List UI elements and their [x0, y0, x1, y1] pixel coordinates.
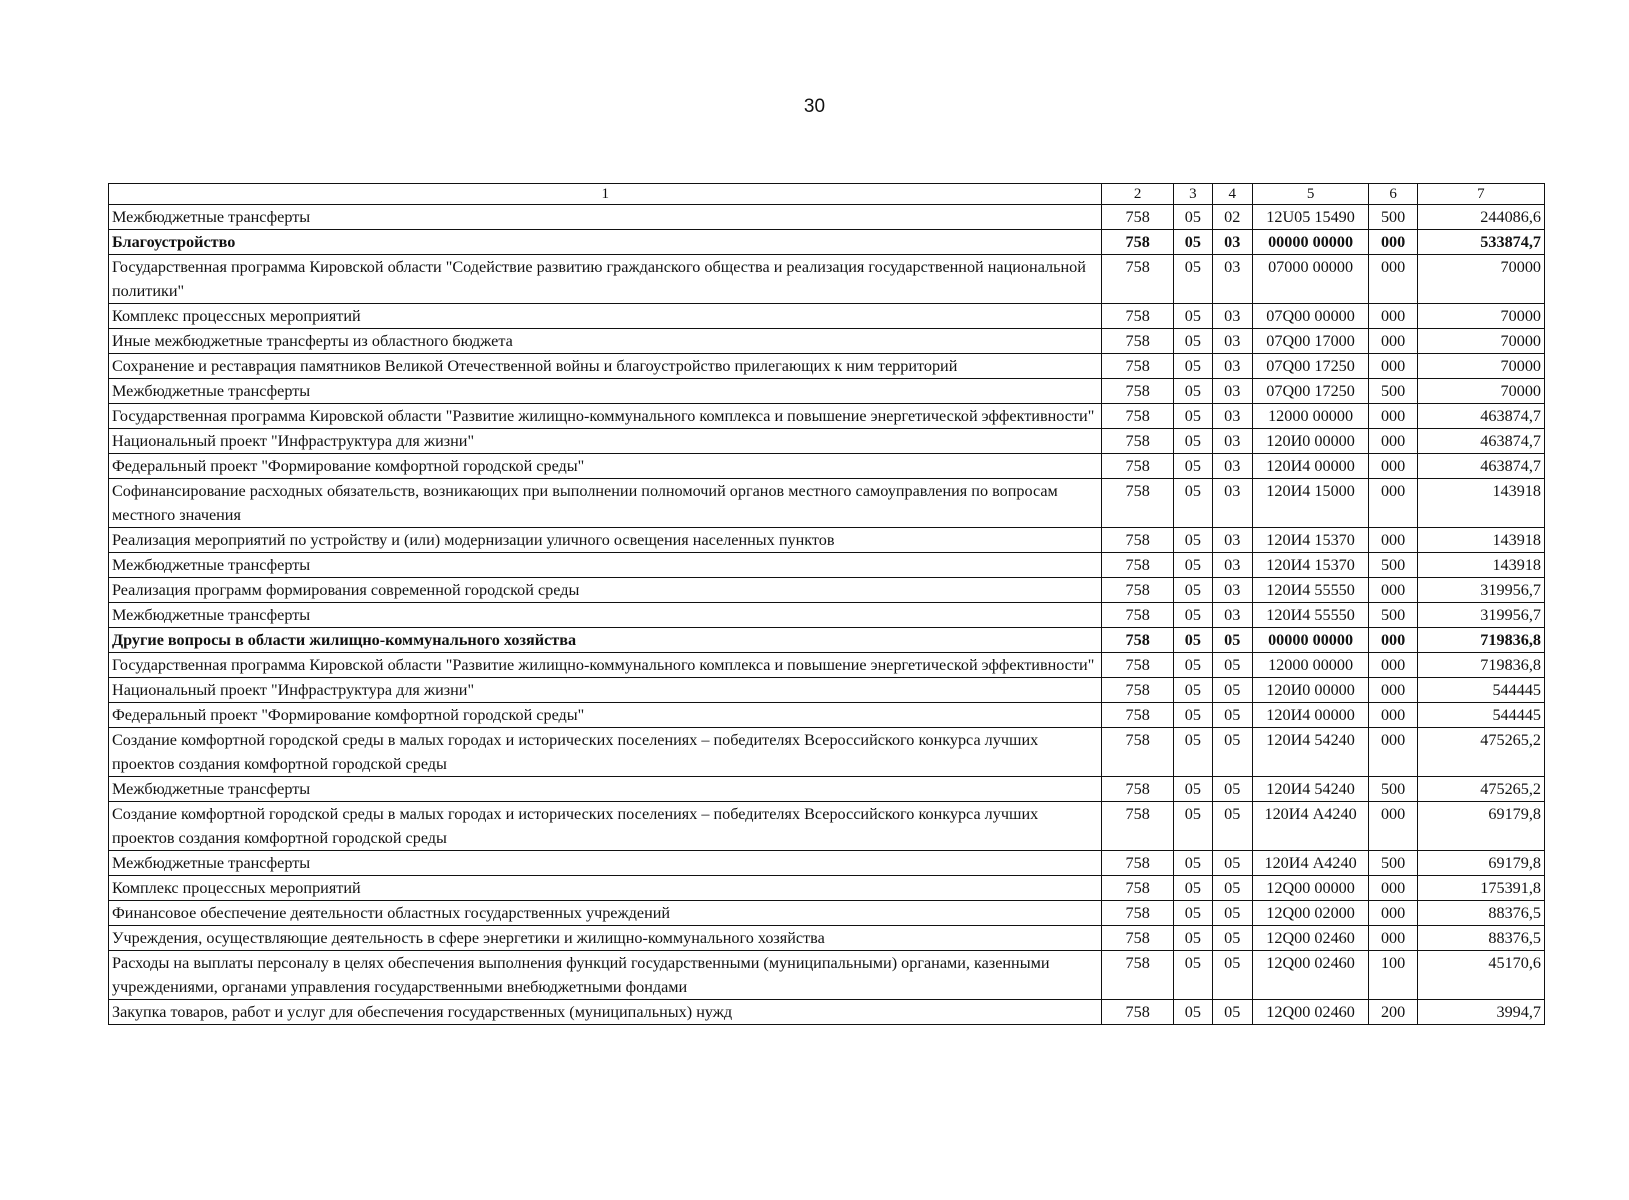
row-expense-type: 500 — [1369, 205, 1417, 230]
row-name: Межбюджетные трансферты — [109, 379, 1102, 404]
row-amount: 3994,7 — [1417, 1000, 1544, 1025]
row-amount: 719836,8 — [1417, 628, 1544, 653]
row-expense-type: 000 — [1369, 454, 1417, 479]
row-section-code: 758 — [1102, 329, 1173, 354]
row-section-code: 758 — [1102, 578, 1173, 603]
row-section-code: 758 — [1102, 876, 1173, 901]
table-row — [109, 777, 1545, 802]
table-row — [109, 553, 1545, 578]
row-section-code: 758 — [1102, 951, 1173, 1000]
row-chapter-code: 05 — [1173, 802, 1212, 851]
row-expense-type: 000 — [1369, 404, 1417, 429]
row-subsection-code: 03 — [1212, 553, 1252, 578]
row-amount: 70000 — [1417, 304, 1544, 329]
row-subsection-code: 05 — [1212, 678, 1252, 703]
row-subsection-code: 03 — [1212, 429, 1252, 454]
row-expense-type: 000 — [1369, 678, 1417, 703]
row-section-code: 758 — [1102, 379, 1173, 404]
row-subsection-code: 05 — [1212, 901, 1252, 926]
row-target-article: 12U05 15490 — [1252, 205, 1369, 230]
row-expense-type: 000 — [1369, 876, 1417, 901]
table-row — [109, 329, 1545, 354]
row-section-code: 758 — [1102, 479, 1173, 528]
row-name: Комплекс процессных мероприятий — [109, 876, 1102, 901]
row-name: Федеральный проект "Формирование комфортной городской среды" — [109, 454, 1102, 479]
row-name: Расходы на выплаты персоналу в целях обеспечения выполнения функций государственными (муниципальными) органами, казенными учреждениями, органами управления государственными внебюджетными фондами — [109, 951, 1102, 1000]
row-name: Финансовое обеспечение деятельности областных государственных учреждений — [109, 901, 1102, 926]
row-amount: 544445 — [1417, 703, 1544, 728]
row-chapter-code: 05 — [1173, 354, 1212, 379]
row-name: Создание комфортной городской среды в малых городах и исторических поселениях – победителях Всероссийского конкурса лучших проектов создания комфортной городской среды — [109, 728, 1102, 777]
header-cell-2: 2 — [1102, 184, 1173, 205]
row-target-article: 07Q00 17250 — [1252, 379, 1369, 404]
row-expense-type: 500 — [1369, 851, 1417, 876]
row-name: Сохранение и реставрация памятников Великой Отечественной войны и благоустройство прилегающих к ним территорий — [109, 354, 1102, 379]
table-row — [109, 404, 1545, 429]
row-section-code: 758 — [1102, 653, 1173, 678]
row-subsection-code: 05 — [1212, 1000, 1252, 1025]
row-subsection-code: 03 — [1212, 329, 1252, 354]
row-subsection-code: 05 — [1212, 851, 1252, 876]
row-expense-type: 000 — [1369, 528, 1417, 553]
row-section-code: 758 — [1102, 354, 1173, 379]
table-row — [109, 304, 1545, 329]
row-name: Государственная программа Кировской области "Развитие жилищно-коммунального комплекса и повышение энергетической эффективности" — [109, 404, 1102, 429]
row-subsection-code: 03 — [1212, 255, 1252, 304]
row-subsection-code: 03 — [1212, 528, 1252, 553]
table-row — [109, 901, 1545, 926]
header-cell-5: 5 — [1252, 184, 1369, 205]
row-expense-type: 000 — [1369, 429, 1417, 454]
row-subsection-code: 05 — [1212, 876, 1252, 901]
row-target-article: 12000 00000 — [1252, 404, 1369, 429]
table-row — [109, 354, 1545, 379]
row-chapter-code: 05 — [1173, 528, 1212, 553]
row-chapter-code: 05 — [1173, 951, 1212, 1000]
page-number: 30 — [803, 96, 826, 117]
row-name: Другие вопросы в области жилищно-коммунального хозяйства — [109, 628, 1102, 653]
row-name: Федеральный проект "Формирование комфортной городской среды" — [109, 703, 1102, 728]
row-amount: 70000 — [1417, 255, 1544, 304]
row-expense-type: 000 — [1369, 304, 1417, 329]
row-name: Создание комфортной городской среды в малых городах и исторических поселениях – победителях Всероссийского конкурса лучших проектов создания комфортной городской среды — [109, 802, 1102, 851]
row-target-article: 07000 00000 — [1252, 255, 1369, 304]
row-target-article: 12Q00 02460 — [1252, 951, 1369, 1000]
row-section-code: 758 — [1102, 603, 1173, 628]
row-name: Национальный проект "Инфраструктура для жизни" — [109, 429, 1102, 454]
row-name: Софинансирование расходных обязательств, возникающих при выполнении полномочий органов местного самоуправления по вопросам местного значения — [109, 479, 1102, 528]
row-chapter-code: 05 — [1173, 454, 1212, 479]
row-amount: 45170,6 — [1417, 951, 1544, 1000]
row-section-code: 758 — [1102, 703, 1173, 728]
row-name: Учреждения, осуществляющие деятельность в сфере энергетики и жилищно-коммунального хозяйства — [109, 926, 1102, 951]
row-target-article: 120И4 А4240 — [1252, 802, 1369, 851]
row-target-article: 120И4 00000 — [1252, 454, 1369, 479]
row-target-article: 120И4 54240 — [1252, 728, 1369, 777]
row-amount: 175391,8 — [1417, 876, 1544, 901]
row-expense-type: 000 — [1369, 628, 1417, 653]
row-amount: 319956,7 — [1417, 603, 1544, 628]
header-row — [109, 184, 1545, 205]
row-target-article: 120И0 00000 — [1252, 678, 1369, 703]
row-chapter-code: 05 — [1173, 553, 1212, 578]
row-chapter-code: 05 — [1173, 578, 1212, 603]
row-subsection-code: 02 — [1212, 205, 1252, 230]
row-name: Комплекс процессных мероприятий — [109, 304, 1102, 329]
row-amount: 143918 — [1417, 528, 1544, 553]
row-chapter-code: 05 — [1173, 851, 1212, 876]
row-target-article: 120И4 15000 — [1252, 479, 1369, 528]
row-target-article: 120И0 00000 — [1252, 429, 1369, 454]
table-row — [109, 379, 1545, 404]
row-chapter-code: 05 — [1173, 628, 1212, 653]
row-amount: 70000 — [1417, 329, 1544, 354]
row-chapter-code: 05 — [1173, 429, 1212, 454]
row-section-code: 758 — [1102, 901, 1173, 926]
row-section-code: 758 — [1102, 230, 1173, 255]
row-section-code: 758 — [1102, 851, 1173, 876]
table-row — [109, 454, 1545, 479]
row-name: Межбюджетные трансферты — [109, 603, 1102, 628]
row-expense-type: 500 — [1369, 603, 1417, 628]
row-chapter-code: 05 — [1173, 329, 1212, 354]
row-target-article: 07Q00 17250 — [1252, 354, 1369, 379]
row-expense-type: 000 — [1369, 926, 1417, 951]
table-row — [109, 653, 1545, 678]
row-name: Закупка товаров, работ и услуг для обеспечения государственных (муниципальных) нужд — [109, 1000, 1102, 1025]
row-subsection-code: 03 — [1212, 379, 1252, 404]
row-subsection-code: 05 — [1212, 926, 1252, 951]
row-amount: 319956,7 — [1417, 578, 1544, 603]
row-name: Благоустройство — [109, 230, 1102, 255]
table-row — [109, 205, 1545, 230]
row-name: Государственная программа Кировской области "Развитие жилищно-коммунального комплекса и повышение энергетической эффективности" — [109, 653, 1102, 678]
budget-table — [108, 183, 1545, 1025]
row-section-code: 758 — [1102, 255, 1173, 304]
row-expense-type: 000 — [1369, 354, 1417, 379]
row-amount: 475265,2 — [1417, 728, 1544, 777]
row-target-article: 12Q00 02000 — [1252, 901, 1369, 926]
row-amount: 533874,7 — [1417, 230, 1544, 255]
row-section-code: 758 — [1102, 454, 1173, 479]
row-subsection-code: 05 — [1212, 951, 1252, 1000]
row-chapter-code: 05 — [1173, 255, 1212, 304]
row-expense-type: 200 — [1369, 1000, 1417, 1025]
table-row — [109, 528, 1545, 553]
table-row — [109, 479, 1545, 528]
header-cell-1: 1 — [109, 184, 1102, 205]
row-chapter-code: 05 — [1173, 901, 1212, 926]
row-expense-type: 000 — [1369, 703, 1417, 728]
row-section-code: 758 — [1102, 777, 1173, 802]
row-expense-type: 100 — [1369, 951, 1417, 1000]
row-expense-type: 000 — [1369, 329, 1417, 354]
row-section-code: 758 — [1102, 429, 1173, 454]
row-target-article: 07Q00 00000 — [1252, 304, 1369, 329]
table-row — [109, 802, 1545, 851]
row-section-code: 758 — [1102, 528, 1173, 553]
row-amount: 463874,7 — [1417, 404, 1544, 429]
row-expense-type: 500 — [1369, 553, 1417, 578]
row-chapter-code: 05 — [1173, 379, 1212, 404]
row-chapter-code: 05 — [1173, 404, 1212, 429]
row-expense-type: 500 — [1369, 777, 1417, 802]
row-target-article: 00000 00000 — [1252, 230, 1369, 255]
row-section-code: 758 — [1102, 553, 1173, 578]
table-row — [109, 926, 1545, 951]
row-amount: 88376,5 — [1417, 901, 1544, 926]
row-subsection-code: 03 — [1212, 404, 1252, 429]
row-expense-type: 000 — [1369, 802, 1417, 851]
row-chapter-code: 05 — [1173, 728, 1212, 777]
row-expense-type: 000 — [1369, 230, 1417, 255]
table-row — [109, 628, 1545, 653]
row-chapter-code: 05 — [1173, 653, 1212, 678]
row-subsection-code: 03 — [1212, 578, 1252, 603]
row-chapter-code: 05 — [1173, 304, 1212, 329]
row-amount: 719836,8 — [1417, 653, 1544, 678]
row-amount: 463874,7 — [1417, 429, 1544, 454]
row-chapter-code: 05 — [1173, 205, 1212, 230]
row-expense-type: 000 — [1369, 578, 1417, 603]
table-row — [109, 876, 1545, 901]
row-target-article: 12Q00 02460 — [1252, 1000, 1369, 1025]
row-subsection-code: 03 — [1212, 454, 1252, 479]
row-name: Межбюджетные трансферты — [109, 205, 1102, 230]
row-section-code: 758 — [1102, 1000, 1173, 1025]
header-cell-3: 3 — [1173, 184, 1212, 205]
row-section-code: 758 — [1102, 404, 1173, 429]
row-expense-type: 000 — [1369, 255, 1417, 304]
row-section-code: 758 — [1102, 304, 1173, 329]
row-amount: 69179,8 — [1417, 802, 1544, 851]
row-target-article: 120И4 55550 — [1252, 578, 1369, 603]
row-target-article: 12Q00 02460 — [1252, 926, 1369, 951]
row-subsection-code: 05 — [1212, 628, 1252, 653]
row-target-article: 120И4 А4240 — [1252, 851, 1369, 876]
row-amount: 463874,7 — [1417, 454, 1544, 479]
row-subsection-code: 03 — [1212, 354, 1252, 379]
table-row — [109, 678, 1545, 703]
table-row — [109, 951, 1545, 1000]
row-amount: 244086,6 — [1417, 205, 1544, 230]
row-name: Межбюджетные трансферты — [109, 553, 1102, 578]
row-section-code: 758 — [1102, 628, 1173, 653]
row-amount: 70000 — [1417, 354, 1544, 379]
row-amount: 88376,5 — [1417, 926, 1544, 951]
row-section-code: 758 — [1102, 728, 1173, 777]
row-subsection-code: 05 — [1212, 703, 1252, 728]
table-row — [109, 255, 1545, 304]
table-row — [109, 429, 1545, 454]
row-target-article: 120И4 00000 — [1252, 703, 1369, 728]
row-name: Реализация мероприятий по устройству и (или) модернизации уличного освещения населенных пунктов — [109, 528, 1102, 553]
row-chapter-code: 05 — [1173, 777, 1212, 802]
row-target-article: 120И4 55550 — [1252, 603, 1369, 628]
row-subsection-code: 05 — [1212, 728, 1252, 777]
row-chapter-code: 05 — [1173, 678, 1212, 703]
row-subsection-code: 03 — [1212, 230, 1252, 255]
row-chapter-code: 05 — [1173, 876, 1212, 901]
row-name: Реализация программ формирования современной городской среды — [109, 578, 1102, 603]
row-name: Национальный проект "Инфраструктура для жизни" — [109, 678, 1102, 703]
row-target-article: 120И4 15370 — [1252, 528, 1369, 553]
row-section-code: 758 — [1102, 678, 1173, 703]
table-row — [109, 603, 1545, 628]
row-amount: 544445 — [1417, 678, 1544, 703]
row-target-article: 12Q00 00000 — [1252, 876, 1369, 901]
row-expense-type: 000 — [1369, 901, 1417, 926]
row-section-code: 758 — [1102, 926, 1173, 951]
row-subsection-code: 03 — [1212, 304, 1252, 329]
row-amount: 69179,8 — [1417, 851, 1544, 876]
row-amount: 143918 — [1417, 479, 1544, 528]
header-cell-4: 4 — [1212, 184, 1252, 205]
row-name: Государственная программа Кировской области "Содействие развитию гражданского общества и реализация государственной национальной политики" — [109, 255, 1102, 304]
row-expense-type: 000 — [1369, 728, 1417, 777]
table-row — [109, 851, 1545, 876]
row-subsection-code: 05 — [1212, 653, 1252, 678]
row-expense-type: 000 — [1369, 653, 1417, 678]
row-target-article: 12000 00000 — [1252, 653, 1369, 678]
row-chapter-code: 05 — [1173, 230, 1212, 255]
row-chapter-code: 05 — [1173, 703, 1212, 728]
header-cell-7: 7 — [1417, 184, 1544, 205]
row-name: Межбюджетные трансферты — [109, 777, 1102, 802]
row-amount: 475265,2 — [1417, 777, 1544, 802]
table-row — [109, 1000, 1545, 1025]
row-subsection-code: 03 — [1212, 479, 1252, 528]
table-row — [109, 230, 1545, 255]
table-row — [109, 703, 1545, 728]
row-amount: 70000 — [1417, 379, 1544, 404]
row-section-code: 758 — [1102, 205, 1173, 230]
row-target-article: 120И4 15370 — [1252, 553, 1369, 578]
row-subsection-code: 05 — [1212, 777, 1252, 802]
row-amount: 143918 — [1417, 553, 1544, 578]
row-name: Межбюджетные трансферты — [109, 851, 1102, 876]
row-target-article: 00000 00000 — [1252, 628, 1369, 653]
row-subsection-code: 05 — [1212, 802, 1252, 851]
row-section-code: 758 — [1102, 802, 1173, 851]
row-name: Иные межбюджетные трансферты из областного бюджета — [109, 329, 1102, 354]
table-row — [109, 578, 1545, 603]
row-chapter-code: 05 — [1173, 1000, 1212, 1025]
row-chapter-code: 05 — [1173, 603, 1212, 628]
row-target-article: 120И4 54240 — [1252, 777, 1369, 802]
row-chapter-code: 05 — [1173, 479, 1212, 528]
row-target-article: 07Q00 17000 — [1252, 329, 1369, 354]
row-expense-type: 000 — [1369, 479, 1417, 528]
row-subsection-code: 03 — [1212, 603, 1252, 628]
header-cell-6: 6 — [1369, 184, 1417, 205]
table-row — [109, 728, 1545, 777]
row-chapter-code: 05 — [1173, 926, 1212, 951]
row-expense-type: 500 — [1369, 379, 1417, 404]
